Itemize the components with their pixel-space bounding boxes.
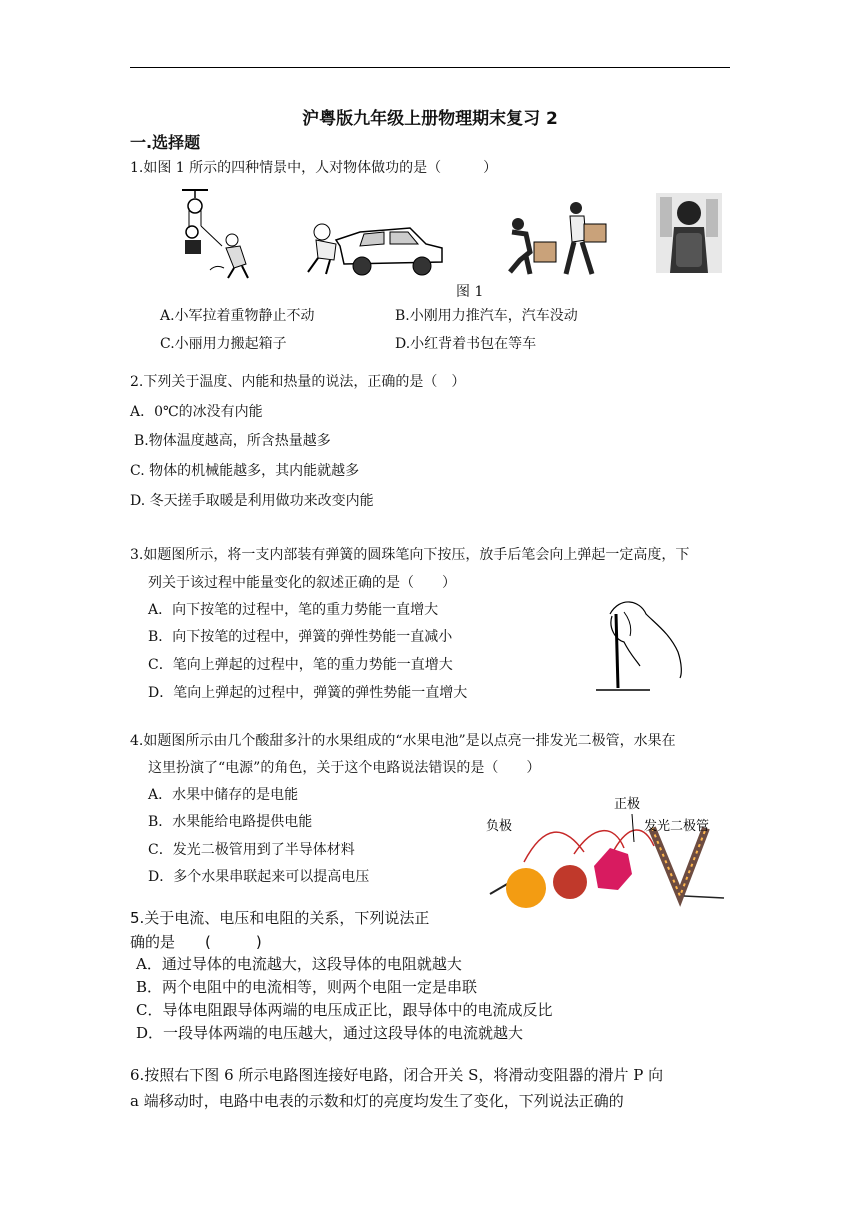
q4-label-positive: 正极 xyxy=(614,797,641,812)
q4-option-d: D．多个水果串联起来可以提高电压 xyxy=(148,869,370,885)
q4-label-led: 发光二极管 xyxy=(644,819,710,834)
q6-stem-line1: 6.按照右下图 6 所示电路图连接好电路，闭合开关 S，将滑动变阻器的滑片 P 向 xyxy=(130,1066,664,1084)
q3-option-c: C．笔向上弹起的过程中，笔的重力势能一直增大 xyxy=(148,657,453,673)
q6-stem-line2: a 端移动时，电路中电表的示数和灯的亮度均发生了变化，下列说法正确的 xyxy=(130,1092,624,1110)
q1-figure-b-car xyxy=(300,210,445,280)
q1-stem: 1.如图 1 所示的四种情景中，人对物体做功的是（ ） xyxy=(130,160,498,176)
q1-option-c: C.小丽用力搬起箱子 xyxy=(160,336,287,352)
q5-stem-line1: 5.关于电流、电压和电阻的关系，下列说法正 xyxy=(130,909,430,927)
q1-figure-c-box xyxy=(500,200,615,280)
q1-option-a: A.小军拉着重物静止不动 xyxy=(160,308,315,324)
q4-option-b: B．水果能给电路提供电能 xyxy=(148,814,313,830)
q4-option-c: C．发光二极管用到了半导体材料 xyxy=(148,842,355,858)
q5-option-b: B．两个电阻中的电流相等，则两个电阻一定是串联 xyxy=(136,978,478,996)
q2-option-b: B.物体温度越高，所含热量越多 xyxy=(134,433,331,449)
q3-stem-line1: 3.如题图所示，将一支内部装有弹簧的圆珠笔向下按压，放手后笔会向上弹起一定高度，下 xyxy=(130,547,690,563)
section-heading: 一.选择题 xyxy=(130,133,201,152)
q1-option-d: D.小红背着书包在等车 xyxy=(395,336,537,352)
q2-option-c: C. 物体的机械能越多，其内能就越多 xyxy=(130,463,360,479)
q1-option-b: B.小刚用力推汽车，汽车没动 xyxy=(395,308,578,324)
q1-figure-a-pulley xyxy=(180,188,260,280)
q4-figure-fruit-battery xyxy=(484,794,734,912)
q4-label-negative: 负极 xyxy=(486,819,513,834)
q1-figure-d-backpack xyxy=(656,193,722,273)
q2-option-d: D. 冬天搓手取暖是利用做功来改变内能 xyxy=(130,493,374,509)
q3-option-d: D．笔向上弹起的过程中，弹簧的弹性势能一直增大 xyxy=(148,685,468,701)
q5-option-d: D．一段导体两端的电压越大，通过这段导体的电流就越大 xyxy=(136,1024,524,1042)
page-title: 沪粤版九年级上册物理期末复习 2 xyxy=(302,109,558,129)
q1-figure-caption: 图 1 xyxy=(456,284,484,300)
q3-option-a: A．向下按笔的过程中，笔的重力势能一直增大 xyxy=(148,602,439,618)
q3-stem-line2: 列关于该过程中能量变化的叙述正确的是（ ） xyxy=(148,575,456,591)
q4-stem-line2: 这里扮演了“电源”的角色，关于这个电路说法错误的是（ ） xyxy=(148,760,541,776)
q5-option-a: A．通过导体的电流越大，这段导体的电阻就越大 xyxy=(136,955,462,973)
q2-option-a: A．0℃的冰没有内能 xyxy=(130,404,263,420)
q4-option-a: A．水果中储存的是电能 xyxy=(148,787,299,803)
q2-stem: 2.下列关于温度、内能和热量的说法，正确的是（ ） xyxy=(130,374,466,390)
header-rule xyxy=(130,67,730,68)
q3-figure-pen xyxy=(590,594,690,696)
q5-option-c: C．导体电阻跟导体两端的电压成正比，跟导体中的电流成反比 xyxy=(136,1001,553,1019)
q4-stem-line1: 4.如题图所示由几个酸甜多汁的水果组成的“水果电池”是以点亮一排发光二极管，水果在 xyxy=(130,733,676,749)
q5-stem-line2: 确的是 ( ) xyxy=(130,933,262,951)
q3-option-b: B．向下按笔的过程中，弹簧的弹性势能一直减小 xyxy=(148,629,453,645)
